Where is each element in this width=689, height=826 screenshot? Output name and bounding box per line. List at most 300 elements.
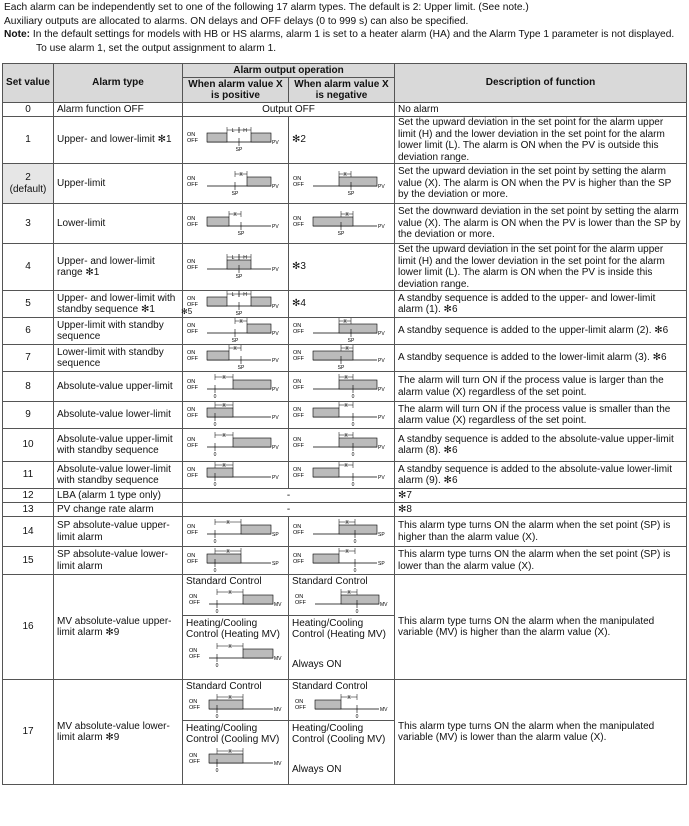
note-text: In the default settings for models with HB or HS alarms, alarm 1 is set to a heater alarm (HA) and the Alarm Type 1 parameter is not displayed.: [30, 29, 675, 41]
on-label: ON: [293, 467, 302, 473]
description-cell: ✻7: [395, 489, 687, 503]
set-value-cell: [3, 462, 54, 489]
negative-operation-cell: [289, 345, 395, 372]
svg-text:SP: SP: [231, 190, 239, 197]
on-label: ON: [293, 407, 302, 413]
set-value: 14: [22, 525, 34, 537]
svg-text:L: L: [231, 255, 235, 261]
alarm-type-table: [2, 63, 687, 785]
heating-cooling-label: Heating/Cooling Control (Cooling MV): [289, 720, 394, 748]
on-label: ON: [189, 647, 198, 654]
svg-text:0: 0: [213, 393, 217, 400]
on-label: ON: [293, 215, 302, 222]
negative-operation-cell: [289, 429, 395, 462]
svg-text:SP: SP: [378, 560, 385, 567]
svg-text:X: X: [343, 319, 347, 325]
set-value-cell: [3, 318, 54, 345]
table-row: [3, 462, 687, 489]
positive-operation-cell: [183, 462, 289, 489]
default-tag: (default): [9, 183, 47, 195]
off-label: OFF: [187, 181, 198, 188]
header-alarm-type: Alarm type: [54, 64, 183, 103]
positive-operation-cell: [183, 244, 289, 291]
negative-operation-cell: [289, 462, 395, 489]
svg-text:PV: PV: [272, 183, 279, 190]
set-value-cell: [3, 503, 54, 517]
negative-operation-cell: [289, 164, 395, 204]
svg-text:SP: SP: [235, 311, 243, 317]
svg-text:SP: SP: [337, 365, 345, 371]
svg-text:PV: PV: [272, 445, 279, 451]
table-row: [3, 489, 687, 503]
svg-text:SP: SP: [378, 531, 385, 538]
output-off-cell: Output OFF: [183, 103, 395, 117]
on-label: ON: [187, 350, 196, 356]
svg-text:0: 0: [213, 567, 217, 574]
positive-operation-cell: [183, 318, 289, 345]
positive-operation-cell: [183, 164, 289, 204]
set-value: 17: [22, 726, 34, 738]
svg-text:MV: MV: [274, 655, 282, 662]
alarm-type-cell: Absolute-value lower-limit with standby sequence: [54, 462, 183, 489]
set-value-cell: [3, 372, 54, 402]
svg-text:PV: PV: [378, 358, 385, 364]
on-label: ON: [187, 259, 196, 265]
svg-text:X: X: [345, 519, 349, 526]
on-label: ON: [187, 523, 196, 530]
off-label: OFF: [293, 473, 304, 479]
set-value-cell: [3, 517, 54, 547]
svg-text:0: 0: [351, 482, 355, 488]
svg-text:0: 0: [213, 538, 217, 545]
heating-cooling-label: Heating/Cooling Control (Cooling MV): [183, 720, 288, 748]
on-label: ON: [187, 175, 196, 182]
svg-text:L: L: [231, 292, 235, 298]
positive-operation-cell: [183, 204, 289, 244]
svg-text:SP: SP: [272, 560, 279, 567]
table-row: [3, 164, 687, 204]
positive-operation-cell: [183, 291, 289, 318]
mv-diagram: [183, 694, 288, 720]
negative-operation-cell: [289, 204, 395, 244]
positive-operation-cell: [183, 345, 289, 372]
svg-text:0: 0: [351, 422, 355, 428]
table-body: [3, 103, 687, 785]
set-value: 9: [25, 409, 31, 421]
description-cell: Set the upward deviation in the set point for the alarm upper limit (H) and the lower deviation in the set point for the alarm lower limit (L). The alarm is ON when the PV is outside this deviation range.: [395, 117, 687, 164]
alarm-type-cell: Upper- and lower-limit ✻1: [54, 117, 183, 164]
on-label: ON: [189, 698, 198, 705]
mv-diagram: [289, 694, 394, 720]
set-value-cell: [3, 489, 54, 503]
alarm-type-cell: Upper- and lower-limit with standby sequence ✻1: [54, 291, 183, 318]
on-label: ON: [293, 378, 302, 385]
on-label: ON: [293, 350, 302, 356]
positive-operation-cell: [183, 117, 289, 164]
description-cell: This alarm type turns ON the alarm when the manipulated variable (MV) is lower than the alarm value (X).: [395, 680, 687, 785]
standard-control-label: Standard Control: [186, 681, 262, 692]
svg-text:PV: PV: [272, 304, 279, 310]
svg-text:PV: PV: [378, 475, 385, 481]
description-cell: A standby sequence is added to the absolute-value lower-limit alarm (9). ✻6: [395, 462, 687, 489]
svg-text:0: 0: [215, 767, 219, 774]
set-value-cell: [3, 244, 54, 291]
on-label: ON: [293, 552, 302, 559]
negative-operation-cell: [289, 372, 395, 402]
set-value: 8: [25, 380, 31, 392]
description-cell: This alarm type turns ON the alarm when the manipulated variable (MV) is higher than the alarm value (X).: [395, 575, 687, 680]
set-value: 1: [25, 134, 31, 146]
off-label: OFF: [187, 473, 198, 479]
svg-text:PV: PV: [272, 415, 279, 421]
description-cell: No alarm: [395, 103, 687, 117]
table-row: [3, 244, 687, 291]
positive-operation-cell: [183, 372, 289, 402]
set-value-cell: [3, 291, 54, 318]
alarm-type-cell: MV absolute-value upper-limit alarm ✻9: [54, 575, 183, 680]
set-value-cell: [3, 575, 54, 680]
off-label: OFF: [293, 413, 304, 419]
negative-operation-cell: ✻2: [289, 117, 395, 164]
svg-text:X: X: [222, 403, 226, 409]
svg-text:PV: PV: [378, 223, 385, 230]
svg-text:PV: PV: [272, 358, 279, 364]
svg-text:X: X: [345, 548, 349, 555]
svg-text:SP: SP: [237, 230, 245, 237]
svg-text:0: 0: [351, 393, 355, 400]
svg-text:MV: MV: [380, 601, 388, 608]
positive-operation-cell: [183, 680, 289, 785]
alarm-type-cell: LBA (alarm 1 type only): [54, 489, 183, 503]
description-cell: The alarm will turn ON if the process value is larger than the alarm value (X) regardless of the set point.: [395, 372, 687, 402]
on-label: ON: [187, 407, 196, 413]
positive-operation-cell: [183, 575, 289, 680]
set-value: 7: [25, 352, 31, 364]
alarm-type-cell: Upper- and lower-limit range ✻1: [54, 244, 183, 291]
negative-operation-cell: ✻4: [289, 291, 395, 318]
heating-cooling-label: Heating/Cooling Control (Heating MV): [289, 615, 394, 643]
set-value: 2: [25, 172, 31, 183]
mv-diagram: [183, 748, 288, 774]
off-label: OFF: [293, 221, 304, 228]
table-row: [3, 517, 687, 547]
set-value-cell: [3, 680, 54, 785]
off-label: OFF: [187, 558, 198, 565]
svg-text:X: X: [222, 374, 226, 381]
set-value: 5: [25, 298, 31, 310]
alarm-type-cell: SP absolute-value lower-limit alarm: [54, 547, 183, 575]
alarm-type-cell: Lower-limit: [54, 204, 183, 244]
negative-operation-cell: [289, 318, 395, 345]
svg-text:SP: SP: [337, 230, 345, 237]
svg-text:X: X: [344, 463, 348, 469]
svg-text:SP: SP: [231, 338, 239, 344]
standard-control-label: Standard Control: [186, 576, 262, 587]
svg-text:0: 0: [213, 452, 217, 458]
off-label: OFF: [187, 413, 198, 419]
on-label: ON: [187, 467, 196, 473]
description-cell: A standby sequence is added to the upper-limit alarm (2). ✻6: [395, 318, 687, 345]
negative-operation-cell: [289, 402, 395, 429]
svg-text:X: X: [343, 171, 347, 178]
table-row: [3, 291, 687, 318]
negative-operation-cell: ✻3: [289, 244, 395, 291]
positive-operation-cell: [183, 547, 289, 575]
set-value: 10: [22, 439, 34, 451]
always-on-label: Always ON: [292, 763, 342, 775]
on-label: ON: [187, 378, 196, 385]
off-label: OFF: [293, 443, 304, 449]
heating-cooling-label: Heating/Cooling Control (Heating MV): [183, 615, 288, 643]
description-cell: This alarm type turns ON the alarm when the set point (SP) is higher than the alarm value (X).: [395, 517, 687, 547]
svg-text:0: 0: [215, 713, 219, 720]
description-cell: A standby sequence is added to the upper- and lower-limit alarm (1). ✻6: [395, 291, 687, 318]
svg-text:0: 0: [353, 538, 357, 545]
svg-text:X: X: [222, 433, 226, 439]
set-value-cell: [3, 402, 54, 429]
set-value: 4: [25, 261, 31, 273]
svg-text:PV: PV: [272, 223, 279, 230]
svg-text:SP: SP: [347, 190, 355, 197]
footnote-mark: ✻5: [181, 306, 193, 316]
description-cell: Set the downward deviation in the set point by setting the alarm value (X). The alarm is ON when the PV is lower than the SP by the deviation or more.: [395, 204, 687, 244]
svg-text:MV: MV: [274, 601, 282, 608]
on-label: ON: [189, 593, 198, 600]
set-value: 3: [25, 217, 31, 229]
svg-text:PV: PV: [272, 331, 279, 337]
svg-text:MV: MV: [274, 706, 282, 713]
header-operation: Alarm output operation: [183, 64, 395, 78]
svg-text:L: L: [231, 128, 235, 134]
on-label: ON: [187, 215, 196, 222]
set-value: 12: [22, 489, 34, 501]
on-label: ON: [295, 698, 304, 705]
intro-line-2: Auxiliary outputs are allocated to alarms. ON delays and OFF delays (0 to 999 s) can also be specified.: [4, 15, 469, 27]
svg-text:0: 0: [215, 662, 219, 669]
svg-text:PV: PV: [272, 267, 279, 273]
description-cell: ✻8: [395, 503, 687, 517]
svg-text:0: 0: [353, 567, 357, 574]
table-row: [3, 204, 687, 244]
svg-text:PV: PV: [378, 386, 385, 393]
set-value-cell: [3, 204, 54, 244]
svg-text:X: X: [239, 319, 243, 325]
svg-text:X: X: [345, 211, 349, 218]
svg-text:0: 0: [355, 608, 359, 615]
off-label: OFF: [293, 529, 304, 536]
set-value: 0: [25, 103, 31, 115]
off-label: OFF: [293, 329, 304, 335]
svg-text:PV: PV: [378, 183, 385, 190]
svg-text:X: X: [344, 403, 348, 409]
svg-text:X: X: [239, 171, 243, 178]
set-value-cell: [3, 429, 54, 462]
description-cell: Set the upward deviation in the set point for the alarm upper limit (H) and the lower deviation in the set point for the alarm lower limit (L). The alarm is ON when the PV is inside this deviation range.: [395, 244, 687, 291]
description-cell: Set the upward deviation in the set point by setting the alarm value (X). The alarm is ON when the PV is higher than the SP by the deviation or more.: [395, 164, 687, 204]
alarm-type-cell: Alarm function OFF: [54, 103, 183, 117]
off-label: OFF: [187, 529, 198, 536]
svg-text:SP: SP: [272, 531, 279, 538]
off-label: OFF: [189, 653, 200, 660]
svg-text:SP: SP: [237, 365, 245, 371]
off-label: OFF: [293, 181, 304, 188]
positive-operation-cell: [183, 429, 289, 462]
intro-note: [4, 28, 686, 42]
off-label: OFF: [189, 599, 200, 606]
svg-text:X: X: [228, 643, 232, 650]
on-label: ON: [187, 552, 196, 559]
off-label: OFF: [189, 704, 200, 711]
on-label: ON: [293, 323, 302, 329]
svg-text:X: X: [344, 433, 348, 439]
set-value-cell: [3, 164, 54, 204]
operation-dash-cell: -: [183, 503, 395, 517]
svg-text:X: X: [228, 589, 232, 596]
svg-text:H: H: [243, 292, 247, 298]
on-label: ON: [293, 437, 302, 443]
set-value-cell: [3, 547, 54, 575]
set-value-cell: [3, 345, 54, 372]
header-description: Description of function: [395, 64, 687, 103]
alarm-type-cell: SP absolute-value upper-limit alarm: [54, 517, 183, 547]
table-row: [3, 429, 687, 462]
svg-text:H: H: [243, 255, 247, 261]
off-label: OFF: [293, 356, 304, 362]
svg-text:PV: PV: [378, 331, 385, 337]
positive-operation-cell: [183, 402, 289, 429]
svg-text:X: X: [222, 463, 226, 469]
alarm-type-cell: Lower-limit with standby sequence: [54, 345, 183, 372]
svg-text:0: 0: [215, 608, 219, 615]
svg-text:X: X: [347, 589, 351, 596]
positive-operation-cell: [183, 517, 289, 547]
negative-operation-cell: [289, 547, 395, 575]
table-row: [3, 680, 687, 785]
svg-text:PV: PV: [272, 475, 279, 481]
svg-text:SP: SP: [347, 338, 355, 344]
header-positive: When alarm value X is positive: [183, 78, 289, 103]
on-label: ON: [187, 323, 196, 329]
set-value-cell: [3, 103, 54, 117]
alarm-type-cell: Absolute-value upper-limit with standby sequence: [54, 429, 183, 462]
svg-text:PV: PV: [272, 386, 279, 393]
svg-text:X: X: [228, 748, 232, 755]
svg-text:MV: MV: [274, 760, 282, 767]
svg-text:PV: PV: [378, 415, 385, 421]
svg-text:X: X: [226, 519, 230, 526]
alarm-type-cell: Upper-limit: [54, 164, 183, 204]
table-row: [3, 117, 687, 164]
table-row: [3, 575, 687, 680]
svg-text:X: X: [233, 211, 237, 218]
table-row: [3, 372, 687, 402]
standard-control-label: Standard Control: [292, 576, 368, 587]
alarm-type-cell: Absolute-value upper-limit: [54, 372, 183, 402]
table-row: [3, 345, 687, 372]
operation-dash-cell: -: [183, 489, 395, 503]
svg-text:H: H: [243, 128, 247, 134]
table-row: [3, 318, 687, 345]
on-label: ON: [293, 523, 302, 530]
svg-text:X: X: [233, 346, 237, 352]
alarm-type-cell: MV absolute-value lower-limit alarm ✻9: [54, 680, 183, 785]
on-label: ON: [189, 752, 198, 759]
svg-text:MV: MV: [380, 706, 388, 713]
svg-text:0: 0: [351, 452, 355, 458]
svg-text:PV: PV: [378, 445, 385, 451]
set-value: 15: [22, 554, 34, 566]
svg-text:0: 0: [213, 422, 217, 428]
description-cell: The alarm will turn ON if the process value is smaller than the alarm value (X) regardless of the set point.: [395, 402, 687, 429]
description-cell: This alarm type turns ON the alarm when the set point (SP) is lower than the alarm value (X).: [395, 547, 687, 575]
off-label: OFF: [187, 138, 198, 144]
alarm-type-cell: Absolute-value lower-limit: [54, 402, 183, 429]
set-value: 13: [22, 503, 34, 515]
intro-line-1: Each alarm can be independently set to one of the following 17 alarm types. The default is 2: Upper limit. (See note.): [4, 2, 529, 13]
always-on-label: Always ON: [292, 658, 342, 670]
off-label: OFF: [293, 384, 304, 391]
description-cell: A standby sequence is added to the absolute-value upper-limit alarm (8). ✻6: [395, 429, 687, 462]
svg-text:SP: SP: [235, 147, 243, 153]
note-label: Note:: [4, 29, 31, 41]
on-label: ON: [187, 296, 196, 302]
mv-diagram: [289, 589, 394, 615]
table-row: [3, 103, 687, 117]
table-row: [3, 402, 687, 429]
table-row: [3, 547, 687, 575]
set-value-cell: [3, 117, 54, 164]
on-label: ON: [295, 593, 304, 600]
header-negative: When alarm value X is negative: [289, 78, 395, 103]
off-label: OFF: [187, 443, 198, 449]
intro-note-line-2: To use alarm 1, set the output assignment to alarm 1.: [36, 42, 277, 54]
standard-control-label: Standard Control: [292, 681, 368, 692]
on-label: ON: [187, 132, 196, 138]
svg-text:0: 0: [213, 482, 217, 488]
mv-diagram: [183, 589, 288, 615]
negative-operation-cell: [289, 575, 395, 680]
off-label: OFF: [187, 221, 198, 228]
negative-operation-cell: [289, 680, 395, 785]
on-label: ON: [293, 175, 302, 182]
alarm-type-cell: PV change rate alarm: [54, 503, 183, 517]
off-label: OFF: [189, 758, 200, 765]
table-row: [3, 503, 687, 517]
alarm-type-cell: Upper-limit with standby sequence: [54, 318, 183, 345]
set-value: 11: [22, 469, 34, 481]
svg-text:SP: SP: [235, 274, 243, 280]
off-label: OFF: [295, 704, 306, 711]
set-value: 6: [25, 325, 31, 337]
intro-text: [4, 1, 686, 55]
off-label: OFF: [295, 599, 306, 606]
svg-text:PV: PV: [272, 140, 279, 146]
header-set-value: Set value: [3, 64, 54, 103]
on-label: ON: [187, 437, 196, 443]
off-label: OFF: [187, 329, 198, 335]
svg-text:X: X: [347, 694, 351, 701]
svg-text:0: 0: [355, 713, 359, 720]
mv-diagram: [183, 643, 288, 669]
svg-text:X: X: [344, 374, 348, 381]
svg-text:X: X: [345, 346, 349, 352]
negative-operation-cell: [289, 517, 395, 547]
set-value: 16: [22, 621, 34, 633]
off-label: OFF: [187, 302, 198, 308]
svg-text:X: X: [226, 548, 230, 555]
off-label: OFF: [187, 356, 198, 362]
off-label: OFF: [187, 265, 198, 271]
